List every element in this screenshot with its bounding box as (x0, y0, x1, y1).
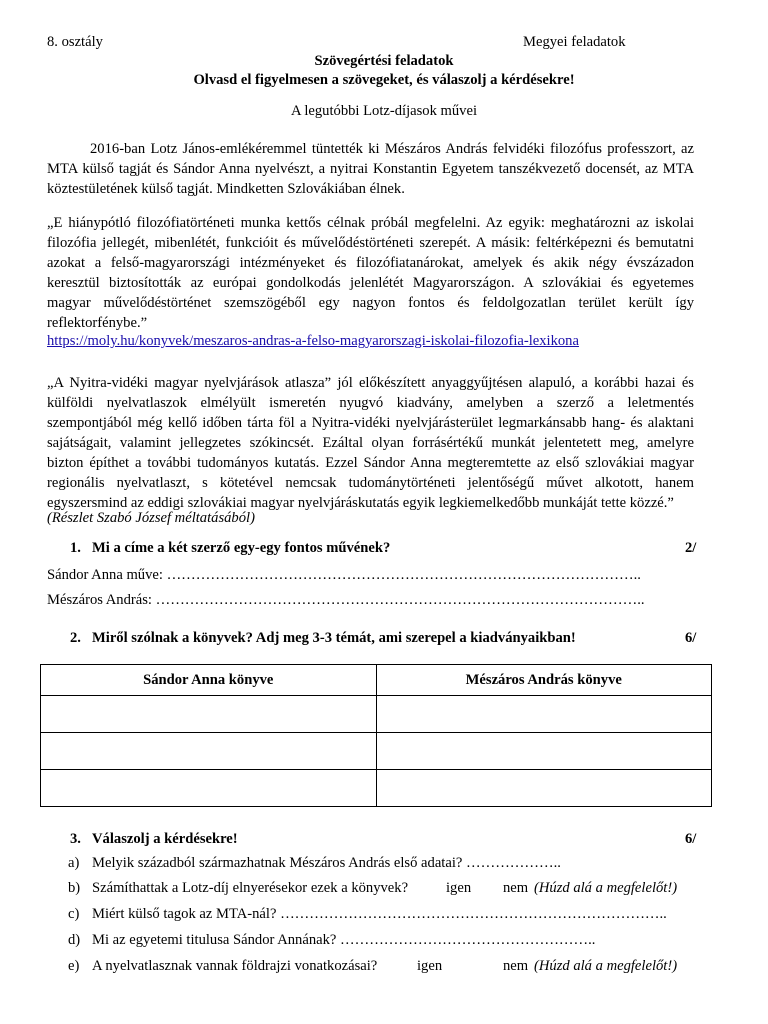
quote2-line: egyszersmind az eddigi szlovákiai magyar nyelvjáráskutatás egyik legkiemelkedőbb munkáját tette közzé.” (47, 495, 674, 511)
table-cell[interactable] (376, 770, 712, 807)
quote1-line: azokat a felső-magyarországi intézményeket és filozófiatanárokat, amelyek és akik négy évszázadon (47, 255, 694, 271)
q3-option-no[interactable]: nem (503, 880, 529, 896)
q3-number: 3. (70, 831, 81, 847)
q3-hint: (Húzd alá a megfelelőt!) (534, 958, 678, 974)
quote2-line: bizton építhet a további tudományos kutatás. Ezzel Sándor Anna megteremtette az első szlovákiai magyar (47, 455, 694, 471)
table-header-sandor: Sándor Anna könyve (41, 665, 377, 696)
q3-item-letter: b) (68, 880, 81, 896)
q1-points: 2/ (685, 540, 697, 556)
table-cell[interactable] (376, 733, 712, 770)
quote2-line: sajátságait, valamint jellegzetes szókincsét. Ezáltal olyan forrásértékű munkát jelentetett meg, amelyre (47, 435, 694, 451)
level-label: Megyei feladatok (523, 34, 626, 50)
q3-option-yes[interactable]: igen (446, 880, 472, 896)
table-row (41, 696, 712, 733)
quote2-line: szempontjából még kellő időben tárta föl a Nyitra-vidéki nyelvjárásterület legmarkánsabb hang- és alaktani (47, 415, 694, 431)
table-header-meszaros: Mészáros András könyve (376, 665, 712, 696)
subtitle: A legutóbbi Lotz-díjasok művei (290, 103, 478, 119)
q3-points: 6/ (685, 831, 697, 847)
quote1-line: „E hiánypótló filozófiatörténeti munka kettős célnak próbál megfelelni. Az egyik: meghatározni az iskolai (47, 215, 694, 231)
q1-text: Mi a címe a két szerző egy-egy fontos művének? (92, 540, 391, 556)
q3-item-text: A nyelvatlasznak vannak földrajzi vonatkozásai? (92, 958, 378, 974)
page-title: Szövegértési feladatok (314, 53, 454, 69)
table-cell[interactable] (41, 696, 377, 733)
quote1-line: reflektorfénybe.” (47, 315, 148, 331)
intro-line: MTA külső tagját és Sándor Anna nyelvészt, a nyitrai Konstantin Egyetem tanszékvezető docensét, az MTA (47, 161, 694, 177)
q3-item-letter: c) (68, 906, 80, 922)
q3-item-text[interactable]: Melyik századból származhatnak Mészáros András első adatai? ……………….. (92, 855, 561, 871)
q3-text: Válaszolj a kérdésekre! (92, 831, 238, 847)
q3-hint: (Húzd alá a megfelelőt!) (534, 880, 678, 896)
table-row (41, 733, 712, 770)
q3-item-text[interactable]: Miért külső tagok az MTA-nál? …………………………………………………………………….. (92, 906, 667, 922)
source-link[interactable]: https://moly.hu/konyvek/meszaros-andras-a-felso-magyarorszagi-iskolai-filozofia-lexikona (47, 333, 579, 349)
q3-item-text: Számíthattak a Lotz-díj elnyerésekor ezek a könyvek? (92, 880, 409, 896)
grade-label: 8. osztály (47, 34, 103, 50)
instruction: Olvasd el figyelmesen a szövegeket, és válaszolj a kérdésekre! (193, 72, 575, 88)
quote2-line: regionális nyelvatlaszt, s kötetével nemcsak tudománytörténeti jelentőségű művet alkotott, hanem (47, 475, 694, 491)
q3-item-letter: a) (68, 855, 80, 871)
q3-item-letter: d) (68, 932, 81, 948)
q3-item-letter: e) (68, 958, 80, 974)
q3-option-no[interactable]: nem (503, 958, 529, 974)
q1-answer-line-1[interactable]: Sándor Anna műve: …………………………………………………………………………………….. (47, 567, 641, 583)
quote2-line: „A Nyitra-vidéki magyar nyelvjárások atlasza” jól előkészített anyaggyűjtésen alapuló, a korábbi hazai és (47, 375, 694, 391)
quote1-line: magyar művelődéstörténet szemszögéből egy nagyon fontos és feldolgozatlan terület került így (47, 295, 694, 311)
table-cell[interactable] (376, 696, 712, 733)
intro-line: 2016-ban Lotz János-emlékéremmel tüntették ki Mészáros András felvidéki filozófus professzort, az (90, 141, 694, 157)
q1-number: 1. (70, 540, 81, 556)
quote1-line: keresztül biztosították az európai gondolkodás jelenlétét Magyarországon. A szlovákiai és egyetemes (47, 275, 694, 291)
q3-option-yes[interactable]: igen (417, 958, 443, 974)
q3-item-text[interactable]: Mi az egyetemi titulusa Sándor Annának? …………………………………………….. (92, 932, 596, 948)
table-cell[interactable] (41, 733, 377, 770)
answer-table (40, 664, 712, 807)
q1-answer-line-2[interactable]: Mészáros András: ……………………………………………………………………………………….. (47, 592, 645, 608)
table-row (41, 770, 712, 807)
q2-points: 6/ (685, 630, 697, 646)
quote2-source: (Részlet Szabó József méltatásából) (47, 510, 255, 526)
table-header-row (41, 665, 712, 696)
intro-line: köztestületének külső tagját. Mindketten Szlovákiában élnek. (47, 181, 405, 197)
quote2-line: külföldi nyelvatlaszok elmélyült ismeretén nyugvó kiadvány, amelyben a szerző a leletmentés (47, 395, 694, 411)
table-cell[interactable] (41, 770, 377, 807)
quote1-line: filozófia jellegét, mibenlétét, funkcióit és művelődéstörténeti szerepét. A másik: feltérképezni és bemutatni (47, 235, 694, 251)
q2-text: Miről szólnak a könyvek? Adj meg 3-3 témát, ami szerepel a kiadványaikban! (92, 630, 576, 646)
q2-number: 2. (70, 630, 81, 646)
